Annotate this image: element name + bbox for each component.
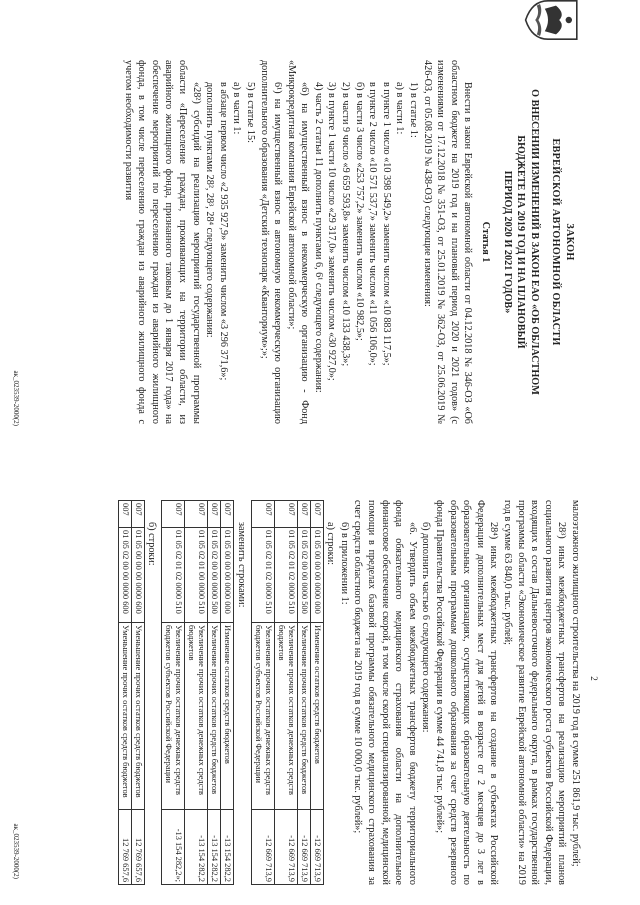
description-cell: Увеличение прочих остатков средств бюджетов: [208, 623, 221, 810]
budget-table-c: [118, 500, 145, 885]
admin-code-cell: 007: [162, 501, 185, 528]
description-cell: Уменьшение прочих остатков средств бюджетов: [131, 623, 144, 810]
paragraph: б) дополнить частью 6 следующего содержания:: [420, 522, 432, 733]
paragraph: в абзаце первом число «2 935 927,9» заменить числом «3 296 371,6»;: [217, 82, 229, 381]
paragraph: а) в части 1:: [394, 82, 406, 135]
table-row: [162, 501, 185, 885]
page-number: 2: [589, 676, 599, 681]
description-cell: Уменьшение прочих остатков средств бюджетов: [118, 623, 131, 810]
amount-cell: -12 669 713,9: [274, 810, 297, 885]
document-code: ак_023539-2000(2): [12, 823, 20, 879]
admin-code-cell: 007: [208, 501, 221, 528]
budget-code-cell: 01 05 00 00 00 0000 000: [221, 528, 234, 623]
paragraph: в пункте 2 число «10 571 537,7» заменить числом «11 056 106,0»;: [367, 82, 379, 366]
budget-code-cell: 01 05 00 00 00 0000 000: [310, 528, 323, 623]
admin-code-cell: 007: [131, 501, 144, 528]
description-cell: Увеличение прочих остатков денежных средств бюджетов: [185, 623, 208, 810]
amount-cell: -13 154 282,2: [185, 810, 208, 885]
table-row: [274, 501, 297, 885]
budget-code-cell: 01 05 02 00 00 0000 500: [297, 528, 310, 623]
paragraph: «6) на имущественный взнос в некоммерческую организацию - Фонд «Микрокредитная компания Еврейской автономной области»;: [285, 60, 311, 424]
admin-code-cell: 007: [221, 501, 234, 528]
law-title-line-3: ПЕРИОД 2020 И 2021 ГОДОВ»: [501, 170, 513, 314]
paragraph: 28⁴) иных межбюджетных трансфертов на создание в субъектах Российской Федерации дополнительных мест для детей в возрасте от 2 месяцев до 3 лет в образовательных организациях, осуществляющих образовательную деятельность по образовательным программам дошкольного образования за счет средств резервного фонда Правительства Российской Федерации в сумме 44 741,8 тыс. рублей»;: [434, 500, 500, 885]
law-heading: ЗАКОН: [564, 223, 575, 261]
table-row: [251, 501, 274, 885]
budget-code-cell: 01 05 02 01 02 0000 510: [274, 528, 297, 623]
paragraph: 5) в статье 15:: [244, 82, 256, 143]
admin-code-cell: 007: [310, 501, 323, 528]
paragraph: «28²) субсидий на реализацию мероприятий государственной программы области «Переселение граждан, проживающих на территории области, из аварийного жилищного фонда, признанного таковым до 1 января 2017 года» на обеспечение мероприятий по переселению граждан из аварийного жилищного фонда, в том числе переселению граждан из аварийного жилищного фонда с учетом необходимости развития: [122, 60, 202, 424]
paragraph: 4) часть 2 статьи 11 дополнить пунктами 6, 6¹ следующего содержания:: [312, 82, 324, 393]
budget-code-cell: 01 05 02 00 00 0000 500: [208, 528, 221, 623]
budget-table-a: [251, 500, 324, 885]
description-cell: Увеличение прочих остатков средств бюджетов: [297, 623, 310, 810]
paragraph: «6. Утвердить объем межбюджетных трансфертов бюджету территориального фонда обязательного медицинского страхования области на дополнительное финансовое обеспечение скорой, в том числе скорой специализированной, медицинской помощи в пределах базовой программы обязательного медицинского страхования за счет средств областного бюджета на 2019 год в сумме 10 000,0 тыс. рублей»;: [352, 500, 418, 885]
paragraph: Внести в закон Еврейской автономной области от 04.12.2018 № 346-ОЗ «Об областном бюджете на 2019 год и на плановый период 2020 и 2021 годов» (с изменениями от 17.12.2018 № 351-ОЗ, от 25.01.2019 № 362-ОЗ, от 25.06.2019 № 426-ОЗ, от 05.08.2019 № 438-ОЗ) следующие изменения:: [421, 60, 474, 424]
admin-code-cell: 007: [185, 501, 208, 528]
document-code: ак_023539-2000(2): [12, 370, 20, 426]
amount-cell: 12 769 657,6: [131, 810, 144, 885]
table-row: [297, 501, 310, 885]
coat-of-arms-icon: [524, 0, 580, 44]
amount-cell: -13 154 282,2»;: [162, 810, 185, 885]
law-title-line-1: О ВНЕСЕНИИ ИЗМЕНЕНИЙ В ЗАКОН ЕАО «ОБ ОБЛАСТНОМ: [528, 89, 540, 395]
budget-code-cell: 01 05 02 01 02 0000 510: [162, 528, 185, 623]
table-row: [310, 501, 323, 885]
paragraph: дополнить пунктами 28², 28³, 28⁴ следующего содержания:: [204, 82, 216, 338]
table-row: [131, 501, 144, 885]
table-row: [118, 501, 131, 885]
description-cell: Увеличение прочих остатков денежных средств бюджетов субъектов Российской Федерации: [162, 623, 185, 810]
paragraph: 3) в пункте 1 части 10 число «29 317,0» заменить числом «30 927,0»;: [326, 82, 338, 381]
table-row: [221, 501, 234, 885]
paragraph: 28³) иных межбюджетных трансфертов на реализацию мероприятий планов социального развития центров экономического роста субъектов Российской Федерации, входящих в состав Дальневосточного федерального округа, в рамках государственной программы области «Экономическое развитие Еврейской автономной области» на 2019 год в сумме 63 840,0 тыс. рублей;: [502, 500, 568, 885]
admin-code-cell: 007: [118, 501, 131, 528]
description-cell: Увеличение прочих остатков денежных средств бюджетов: [274, 623, 297, 810]
document-page-2: [0, 452, 640, 905]
paragraph: малоэтажного жилищного строительства на 2019 год в сумме 251 861,9 тыс. рублей;: [570, 500, 581, 867]
description-cell: Изменение остатков средств бюджетов: [310, 623, 323, 810]
budget-code-cell: 01 05 02 01 00 0000 510: [185, 528, 208, 623]
budget-code-cell: 01 05 02 01 02 0000 510: [251, 528, 274, 623]
amount-cell: -12 669 713,9: [297, 810, 310, 885]
budget-code-cell: 01 05 00 00 00 0000 600: [131, 528, 144, 623]
paragraph: б) в части 3 число «253 757,2» заменить числом «10 982,5»;: [353, 82, 365, 341]
paragraph: в пункте 1 число «10 398 549,2» заменить числом «10 883 117,5»;: [380, 82, 392, 366]
amount-cell: -13 154 282,2: [208, 810, 221, 885]
rows-label: б) строки:: [146, 522, 158, 566]
admin-code-cell: 007: [274, 501, 297, 528]
description-cell: Увеличение прочих остатков денежных средств бюджетов субъектов Российской Федерации: [251, 623, 274, 810]
paragraph: 2) в части 9 число «9 659 593,8» заменить числом «10 133 438,3»;: [340, 82, 352, 367]
admin-code-cell: 007: [251, 501, 274, 528]
article-heading: Статья 1: [480, 221, 492, 263]
amount-cell: -12 669 713,9: [251, 810, 274, 885]
paragraph: 1) в статье 1:: [408, 82, 420, 138]
budget-table-b: [161, 500, 234, 885]
document-page-1: [0, 0, 640, 452]
table-row: [185, 501, 208, 885]
region-name: ЕВРЕЙСКОЙ АВТОНОМНОЙ ОБЛАСТИ: [550, 138, 562, 346]
amount-cell: -13 154 282,2: [221, 810, 234, 885]
amount-cell: -12 669 713,9: [310, 810, 323, 885]
replace-label: заменить строками:: [235, 522, 247, 608]
paragraph: 6¹) на имущественный взнос в автономную некоммерческую организацию дополнительного образования «Детский технопарк «Кванториум»;»;: [258, 60, 284, 424]
paragraph: 6) в приложении 1:: [338, 522, 350, 605]
budget-code-cell: 01 05 02 00 00 0000 600: [118, 528, 131, 623]
table-row: [208, 501, 221, 885]
paragraph: а) строки:: [325, 522, 337, 565]
paragraph: а) в части 1:: [231, 82, 243, 135]
admin-code-cell: 007: [297, 501, 310, 528]
amount-cell: 12 769 657,6: [118, 810, 131, 885]
description-cell: Изменение остатков средств бюджетов: [221, 623, 234, 810]
law-title-line-2: БЮДЖЕТЕ НА 2019 ГОД И НА ПЛАНОВЫЙ: [515, 135, 527, 349]
